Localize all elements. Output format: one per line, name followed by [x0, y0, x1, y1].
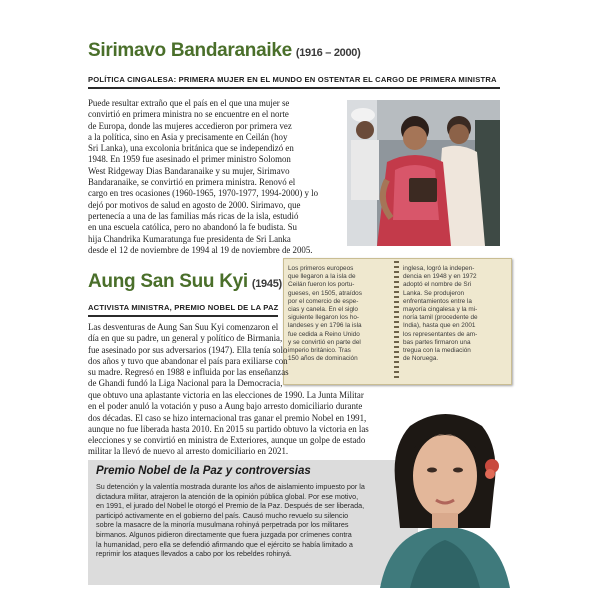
section1-line: a la política, sino en Asia y precisamente en Ceilán (hoy	[88, 131, 288, 142]
section1-line: Puede resultar extraño que el país en el que una mujer se	[88, 98, 290, 108]
box-line: birmanos. Algunos pidieron directamente que fuera juzgada por crímenes contra	[96, 529, 352, 539]
note-right-column	[403, 265, 505, 363]
section2-line: militar la llevó de nuevo al arresto domiciliario en 2021.	[88, 446, 289, 457]
box-line: la humanidad, pero ella se defendió afirmando que el ejército se había limitado a	[96, 539, 353, 549]
section1-line: convirtió en primera ministra no se encuentre en el norte	[88, 109, 289, 120]
note-line: 150 años de dominación	[288, 355, 358, 363]
section2-line: que obtuvo una aplastante victoria en las elecciones de 1990. La Junta Militar	[88, 390, 364, 400]
note-line: de Noruega.	[403, 355, 439, 363]
section1-line: hija Chandrika Kumaratunga fue presidenta de Sri Lanka	[88, 233, 291, 244]
note-left-column	[288, 265, 391, 363]
nobel-box-title: Premio Nobel de la Paz y controversias	[96, 465, 311, 477]
section2-body-wide	[88, 390, 418, 458]
section1-name: Sirimavo Bandaranaike	[88, 40, 292, 61]
note-line: inglesa, logró la indepen-	[403, 265, 475, 272]
suu-kyi-photo-illustration	[370, 408, 520, 588]
nobel-box	[88, 460, 418, 585]
note-line: noría tamil (procedente de	[403, 314, 478, 322]
note-line: imperio británico. Tras	[288, 347, 351, 355]
section1-rule	[88, 87, 500, 89]
section1-subtitle: POLÍTICA CINGALESA: PRIMERA MUJER EN EL MUNDO EN OSTENTAR EL CARGO DE PRIMERA MINISTRA	[88, 75, 497, 84]
note-line: por el comercio de espe-	[288, 297, 359, 305]
note-line: cias y canela. En el siglo	[288, 306, 358, 314]
note-line: bas partes firmaron una	[403, 338, 471, 346]
sirimavo-photo	[347, 100, 500, 246]
aung-san-suu-kyi-photo	[370, 408, 520, 588]
section2-name: Aung San Suu Kyi	[88, 271, 248, 292]
section1-line: Bandaranaike, se convirtió en primera ministra. Renovó el	[88, 177, 296, 188]
note-line: mayoría cingalesa y la mi-	[403, 306, 478, 314]
note-line: tregua con la mediación	[403, 347, 471, 355]
section2-body-narrow	[88, 322, 293, 390]
section1-body	[88, 98, 350, 256]
section2-line: Las desventuras de Aung San Suu Kyi comenzaron el	[88, 322, 279, 332]
note-line: landeses y en 1796 la isla	[288, 322, 362, 330]
section1-line: de Europa, donde las mujeres accedieron por primera vez	[88, 120, 292, 131]
section1-line: pertenecía a una de las familias más ricas de la isla, estudió	[88, 210, 299, 221]
section2-line: elecciones y se convirtió en ministra de Exteriores, aunque un golpe de estado	[88, 435, 366, 446]
nobel-box-body	[96, 482, 416, 559]
section2-subtitle: ACTIVISTA MINISTRA, PREMIO NOBEL DE LA PAZ	[88, 303, 279, 312]
section2-line: día en que su padre, un general y político de Birmania,	[88, 333, 283, 344]
section2-line: en el poder anuló la votación y puso a Aung bajo arresto domiciliario durante	[88, 401, 363, 412]
box-line: en 1991, el jurado del Nobel le otorgó el Premio de la Paz. Después de ser liberada,	[96, 501, 365, 511]
box-line: Su detención y la valentía mostrada durante los años de aislamiento impuesto por la	[96, 482, 365, 491]
note-line: Ceilán fueron los portu-	[288, 281, 355, 289]
section1-line: desde el 12 de noviembre de 1994 al 19 de noviembre de 2005.	[88, 244, 313, 255]
ceylon-history-note	[283, 258, 512, 385]
section1-line: cargo en tres ocasiones (1960-1965, 1970-1977, 1994-2000) y lo	[88, 188, 319, 199]
note-line: los representantes de am-	[403, 330, 478, 338]
box-line: reprimir los ataques llevados a cabo por los rebeldes rohinyá.	[96, 549, 292, 559]
box-line: participó activamente en el gobierno del país. Causó mucho revuelo su silencio	[96, 510, 349, 520]
section1-line: dejó por motivos de salud en agosto de 2000. Sirimavo, que	[88, 199, 301, 210]
section2-years: (1945)	[251, 278, 282, 290]
section1-line: en una escuela católica, pero no abandonó la fe budista. Su	[88, 222, 297, 233]
section2-line: de Ghandi fundó la Liga Nacional para la Democracia,	[88, 378, 283, 389]
box-line: dictadura militar, atrajeron la atención de la opinión pública global. Por ese motivo,	[96, 491, 359, 501]
note-line: enfrentamientos entre la	[403, 297, 472, 305]
section2-line: dos años y tuvo que abandonar el país para exiliarse con	[88, 355, 288, 366]
section1-line: Sri Lanka), una excolonia británica que se independizó en	[88, 143, 294, 154]
note-line: siguiente llegaron los ho-	[288, 314, 360, 322]
note-line: dencia en 1948 y en 1972	[403, 273, 477, 281]
section1-line: West Ridgeway Dias Bandaranaike y su mujer, Sirimavo	[88, 165, 290, 176]
note-line: India), hasta que en 2001	[403, 322, 476, 330]
note-line: Los primeros europeos	[288, 265, 354, 272]
note-line: gueses, en 1505, atraídos	[288, 289, 362, 297]
note-line: fue cedida a Reino Unido	[288, 330, 360, 338]
notebook-spiral	[394, 261, 399, 379]
section1-heading	[88, 40, 360, 62]
section2-heading	[88, 271, 282, 293]
note-line: Lanka. Se produjeron	[403, 289, 465, 297]
section2-line: aunque no fue liberada hasta 2010. En 2015 su partido obtuvo la victoria en las	[88, 423, 369, 434]
section1-years: (1916 – 2000)	[295, 47, 361, 59]
section1-line: 1948. En 1959 fue asesinado el primer ministro Solomon	[88, 154, 291, 165]
section2-line: su madre. Regresó en 1988 e influida por las enseñanzas	[88, 367, 289, 378]
section2-line: dos décadas. El caso se hizo internacional tras ganar el premio Nobel en 1991,	[88, 412, 367, 423]
section2-rule	[88, 315, 278, 317]
note-line: adoptó el nombre de Sri	[403, 281, 472, 289]
section2-line: fue asesinado por sus adversarios (1947). Ella tenía solo	[88, 344, 288, 355]
sirimavo-photo-illustration	[347, 100, 500, 246]
box-line: sobre la masacre de la minoría musulmana rohinyá perpetrada por los militares	[96, 520, 349, 530]
note-line: que llegaron a la isla de	[288, 273, 356, 281]
note-line: y se convirtió en parte del	[288, 338, 361, 346]
